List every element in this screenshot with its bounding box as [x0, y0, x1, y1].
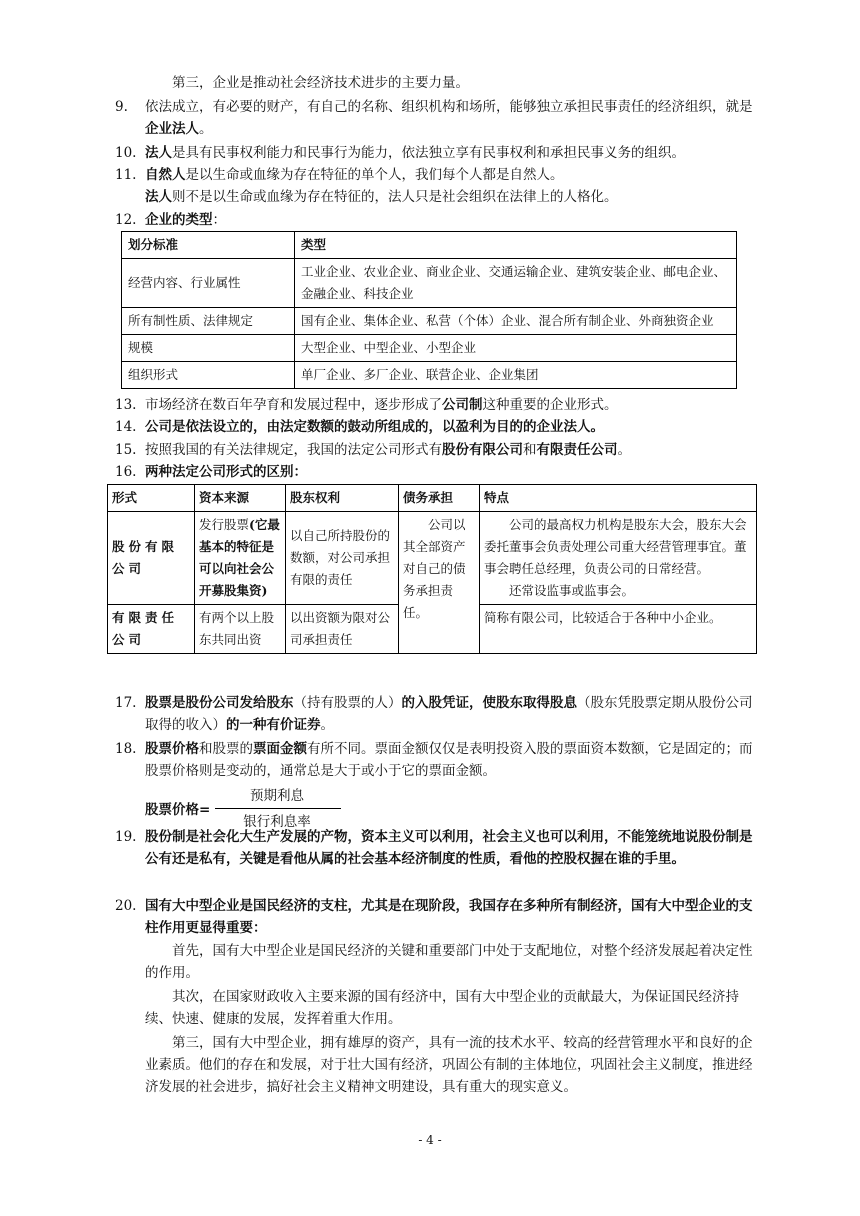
table-cell: 有限责任公司: [108, 605, 195, 654]
item-16: 16. 两种法定公司形式的区别：: [145, 461, 757, 483]
item-number: 17.: [115, 695, 137, 711]
item-number: 16.: [115, 464, 137, 480]
table-cell: 国有企业、集体企业、私营（个体）企业、混合所有制企业、外商独资企业: [295, 308, 737, 335]
item-number: 18.: [115, 741, 137, 757]
table-cell: 经营内容、行业属性: [122, 259, 295, 308]
item-20: 20. 国有大中型企业是国民经济的支柱，尤其是在现阶段，我国存在多种所有制经济，国有大中型企业的支柱作用更显得重要：: [145, 895, 757, 939]
table-cell: 简称有限公司，比较适合于各种中小企业。: [480, 605, 757, 654]
table-cell: 规模: [122, 335, 295, 362]
item-number: 13.: [115, 397, 137, 413]
table-header-row: [122, 232, 737, 259]
item-11-cont: 法人则不是以生命或血缘为存在特征的，法人只是社会组织在法律上的人格化。: [145, 189, 618, 205]
table-row: [122, 335, 737, 362]
table-cell: 单厂企业、多厂企业、联营企业、企业集团: [295, 362, 737, 389]
table-cell: 公司的最高权力机构是股东大会，股东大会委托董事会负责处理公司重大经营管理事宜。董事会聘任总经理，负责公司的日常经营。 还常设监事或监事会。: [480, 512, 757, 605]
item-number: 11.: [115, 167, 137, 183]
table-header: 债务承担: [399, 485, 480, 512]
item-13: 13. 市场经济在数百年孕育和发展过程中，逐步形成了公司制这种重要的企业形式。: [145, 394, 757, 416]
formula-denominator: 银行利息率: [243, 814, 311, 830]
table-cell: 大型企业、中型企业、小型企业: [295, 335, 737, 362]
table-header-row: [108, 485, 757, 512]
item-15: 15. 按照我国的有关法律规定，我国的法定公司形式有股份有限公司和有限责任公司。: [145, 439, 757, 461]
enterprise-types-table: [121, 231, 737, 389]
table-header: 资本来源: [195, 485, 286, 512]
table-cell: 以出资额为限对公司承担责任: [286, 605, 399, 654]
table-row: [122, 362, 737, 389]
table-header: 划分标准: [122, 232, 295, 259]
table-cell: 以自己所持股份的数额，对公司承担有限的责任: [286, 512, 399, 605]
table-row: [122, 259, 737, 308]
table-row: [122, 308, 737, 335]
item-10: 10. 法人是具有民事权利能力和民事行为能力，依法独立享有民事权利和承担民事义务的组织。: [145, 142, 757, 164]
table-header: 类型: [295, 232, 737, 259]
item-14: 14. 公司是依法设立的，由法定数额的鼓动所组成的，以盈利为目的的企业法人。: [145, 416, 757, 438]
item-12: 12. 企业的类型：: [145, 209, 757, 231]
item-number: 19.: [115, 829, 137, 845]
table-cell: 公司以其全部资产对自己的债务承担责任。: [399, 512, 480, 654]
paragraph-first: 首先，国有大中型企业是国民经济的关键和重要部门中处于支配地位，对整个经济发展起着决定性的作用。: [145, 943, 753, 981]
item-number: 20.: [115, 898, 137, 914]
paragraph-second: 其次，在国家财政收入主要来源的国有经济中，国有大中型企业的贡献最大，为保证国民经济持续、快速、健康的发展，发挥着重大作用。: [145, 989, 739, 1027]
paragraph-third: 第三，国有大中型企业，拥有雄厚的资产，具有一流的技术水平、较高的经营管理水平和良好的企业素质。他们的存在和发展，对于壮大国有经济，巩固公有制的主体地位，巩固社会主义制度，推进经济发展的社会进步，搞好社会主义精神文明建设，具有重大的现实意义。: [145, 1035, 753, 1095]
formula-label: 股票价格=: [145, 802, 211, 818]
item-number: 10.: [115, 145, 137, 161]
company-forms-table: [107, 484, 757, 654]
item-18: 18. 股票价格和股票的票面金额有所不同。票面金额仅仅是表明投资入股的票面资本数额，它是固定的；而股票价格则是变动的，通常总是大于或小于它的票面金额。: [145, 738, 757, 782]
table-cell: 股份有限公司: [108, 512, 195, 605]
table-header: 特点: [480, 485, 757, 512]
item-number: 14.: [115, 419, 137, 435]
table-cell: 所有制性质、法律规定: [122, 308, 295, 335]
item-19: 19. 股份制是社会化大生产发展的产物，资本主义可以利用，社会主义也可以利用，不能笼统地说股份制是公有还是私有，关键是看他从属的社会基本经济制度的性质，看他的控股权握在谁的手里。: [145, 826, 757, 870]
item-number: 15.: [115, 442, 137, 458]
page-number: - 4 -: [418, 1133, 442, 1147]
table-cell: 组织形式: [122, 362, 295, 389]
table-cell: 工业企业、农业企业、商业企业、交通运输企业、建筑安装企业、邮电企业、金融企业、科技企业: [295, 259, 737, 308]
item-9: 9. 依法成立，有必要的财产，有自己的名称、组织机构和场所，能够独立承担民事责任的经济组织，就是企业法人。: [145, 96, 757, 140]
table-cell: 有两个以上股东共同出资: [195, 605, 286, 654]
table-row: [108, 512, 757, 605]
item-11: 11. 自然人是以生命或血缘为存在特征的单个人，我们每个人都是自然人。: [145, 164, 757, 186]
formula-numerator: 预期利息: [250, 788, 304, 804]
fraction-bar: [215, 808, 341, 809]
item-number: 9.: [115, 99, 128, 115]
table-header: 股东权利: [286, 485, 399, 512]
item-17: 17. 股票是股份公司发给股东（持有股票的人）的入股凭证，使股东取得股息（股东凭股票定期从股份公司取得的收入）的一种有价证券。: [145, 692, 757, 736]
item-number: 12.: [115, 212, 137, 228]
table-header: 形式: [108, 485, 195, 512]
table-cell: 发行股票(它最基本的特征是可以向社会公开募股集资): [195, 512, 286, 605]
paragraph-intro: 第三，企业是推动社会经济技术进步的主要力量。: [172, 75, 469, 91]
